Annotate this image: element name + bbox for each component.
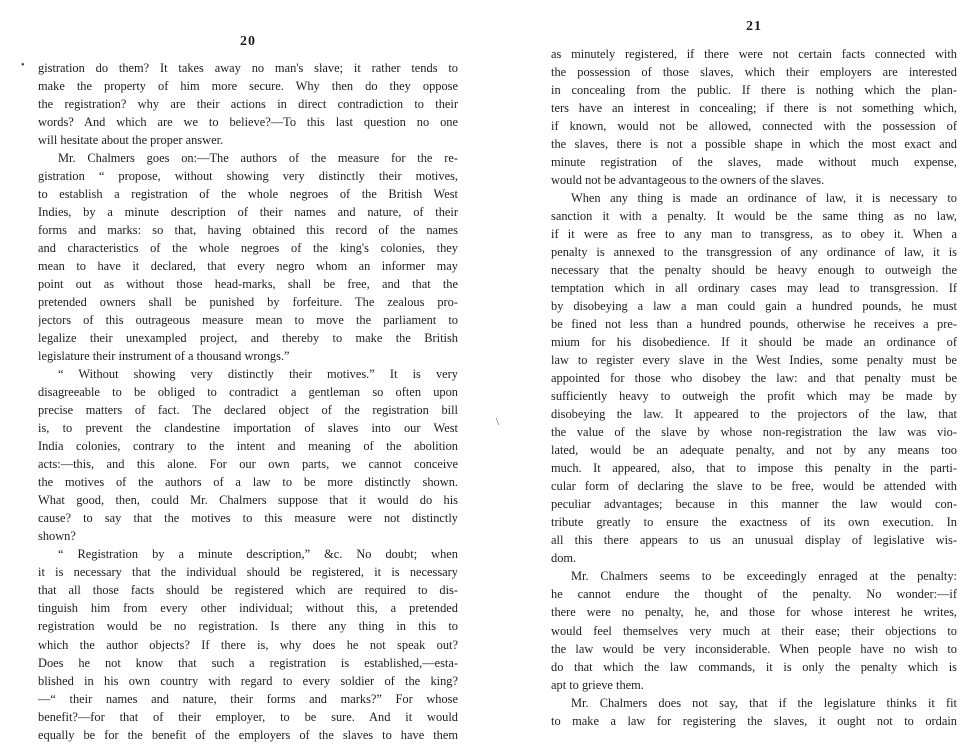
text-line: gistration “ propose, without showing very distinctly their motives, (38, 169, 458, 184)
text-line: do that which the law commands, it is only the penalty which is (551, 659, 957, 674)
text-line: jectors of this outrageous measure mean to move the parliament to (38, 313, 458, 328)
text-line: equally be for the benefit of the employers of the slaves to have them (38, 727, 458, 742)
text-line: pretended owners shall be punished by forfeiture. The zealous pro- (38, 295, 458, 310)
text-line: tinguish him from every other individual; without this, a pretended (38, 601, 458, 616)
text-line: cause? to say that the motives to this measure were not distinctly (38, 511, 458, 526)
right-page (551, 0, 957, 728)
text-line: tribute greatly to ensure the exactness of its own execution. In (551, 515, 957, 530)
margin-dot: • (21, 60, 25, 71)
text-line: forms and marks: so that, having obtained this record of the names (38, 223, 458, 238)
text-line: if it were as free to any man to transgress, as to obey it. When a (551, 227, 957, 242)
text-line: law to register every slave in the West Indies, some penalty must be (551, 353, 957, 368)
text-line: if known, would not be allowed, connected with the possession of (551, 119, 957, 134)
text-line: Does he not know that such a registration is established,—esta- (38, 655, 458, 670)
text-line: mium for his disobedience. If it should be made an ordinance of (551, 335, 957, 350)
text-line: he cannot endure the thought of the penalty. No wonder:—if (551, 587, 957, 602)
text-line: Mr. Chalmers goes on:—The authors of the measure for the re- (58, 151, 458, 166)
text-line: precise matters of fact. The declared object of the registration bill (38, 403, 458, 418)
text-line: India colonies, contrary to the intent and meaning of the abolition (38, 439, 458, 454)
text-line: “ Registration by a minute description,” &c. No doubt; when (58, 547, 458, 562)
text-line: cular form of declaring the slave to be free, would be attended with (551, 479, 957, 494)
text-line: disobeying the law. It appeared to the projectors of the law, that (551, 407, 957, 422)
text-line: sanction it with a penalty. It would be the same thing as no law, (551, 209, 957, 224)
text-line: to make a law for registering the slaves, it ought not to ordain (551, 713, 957, 728)
text-line: is, to prevent the clandestine importation of slaves into our West (38, 421, 458, 436)
text-line: What good, then, could Mr. Chalmers suppose that it would do his (38, 493, 458, 508)
text-line: registration would be no registration. Is there any thing in this to (38, 619, 458, 634)
gutter-mark: \ (496, 416, 500, 428)
text-line: by disobeying a law a man could gain a hundred pounds, he must (551, 299, 957, 314)
text-line: gistration do them? It takes away no man's slave; it rather tends to (38, 61, 458, 75)
text-line: it is necessary that the individual should be registered, it is necessary (38, 565, 458, 580)
text-line: mean to have it declared, that every negro whom an informer may (38, 259, 458, 274)
text-line: shown? (38, 529, 76, 544)
text-line: words? And which are we to believe?—To this last question no one (38, 115, 458, 130)
text-line: appointed for those who disobey the law: and that penalty must be (551, 371, 957, 386)
text-line: legislature their instrument of a thousand wrongs.” (38, 349, 290, 364)
text-line: lated, would be an adequate penalty, and not by any means too (551, 443, 957, 458)
text-line: the law would be very inconsiderable. When people have no wish to (551, 641, 957, 656)
text-line: in concealing from the public. If there is nothing which the plan- (551, 83, 957, 98)
text-line: the slaves, there is not a possible shape in which the most exact and (551, 137, 957, 152)
text-line: apt to grieve them. (551, 677, 644, 692)
text-line: as minutely registered, if there were not certain facts connected with (551, 47, 957, 61)
text-line: make the property of him more secure. Why then do they oppose (38, 79, 458, 94)
text-line: the motives of the authors of a law to be more distinctly shown. (38, 475, 458, 490)
text-line: Mr. Chalmers seems to be exceedingly enraged at the penalty: (571, 569, 957, 584)
text-line: penalty is annexed to the transgression of any ordinance of law, it is (551, 245, 957, 260)
text-line: peculiar advantages; because in this manner the law would con- (551, 497, 957, 512)
text-line: to establish a registration of the whole negroes of the British West (38, 187, 458, 202)
text-line: and characteristics of the whole negroes of the king's colonies, they (38, 241, 458, 256)
text-line: —“ their names and nature, their forms and marks?” For whose (38, 691, 458, 706)
text-line: all this there appears to us an unusual display of legislative wis- (551, 533, 957, 548)
text-line: temptation which in all ordinary cases may lead to transgression. If (551, 281, 957, 296)
text-line: Mr. Chalmers does not say, that if the legislature thinks it fit (571, 695, 957, 710)
text-line: When any thing is made an ordinance of law, it is necessary to (571, 191, 957, 206)
text-line: necessary that the penalty should be heavy enough to outweigh the (551, 263, 957, 278)
text-line: benefit?—for that of their employer, to be sure. And it would (38, 709, 458, 724)
right-page-number: 21 (746, 19, 762, 34)
text-line: point out as without those head-marks, shall be free, and that the (38, 277, 458, 292)
left-page (38, 0, 458, 742)
text-line: the possession of those slaves, which their employers are interested (551, 65, 957, 80)
text-line: legalize their unexampled project, and thereby to make the British (38, 331, 458, 346)
text-line: there were no penalty, he, and those for whose interest he writes, (551, 605, 957, 620)
text-line: blished in his own country with regard to every soldier of the king? (38, 673, 458, 688)
left-page-number: 20 (240, 34, 256, 49)
text-line: sufficiently heavy to outweigh the profit which may be made by (551, 389, 957, 404)
text-line: “ Without showing very distinctly their motives.” It is very (58, 367, 458, 382)
text-line: much. It appeared, also, that to impose this penalty in the parti- (551, 461, 957, 476)
text-line: Indies, by a minute description of their names and nature, of their (38, 205, 458, 220)
left-page-text (38, 59, 458, 744)
text-line: which the author objects? If there is, why does he not speak out? (38, 637, 458, 652)
text-line: the registration? why are their actions in direct contradiction to their (38, 97, 458, 112)
text-line: dom. (551, 551, 577, 566)
text-line: minute registration of the slaves, made without much expense, (551, 155, 957, 170)
text-line: the value of the slave by whose non-registration the law was vio- (551, 425, 957, 440)
text-line: would feel themselves very much at their ease; their objections to (551, 623, 957, 638)
text-line: disagreeable to be obliged to contradict a gentleman so often upon (38, 385, 458, 400)
right-page-text (551, 45, 957, 730)
text-line: ters have an interest in concealing; if there is not something which, (551, 101, 957, 116)
text-line: will hesitate about the proper answer. (38, 133, 224, 148)
text-line: acts:—this, and this alone. For our own parts, we cannot conceive (38, 457, 458, 472)
text-line: that all those facts should be registered which are required to dis- (38, 583, 458, 598)
text-line: be fined not less than a hundred pounds, otherwise he receives a pre- (551, 317, 957, 332)
text-line: would not be advantageous to the owners of the slaves. (551, 173, 825, 188)
